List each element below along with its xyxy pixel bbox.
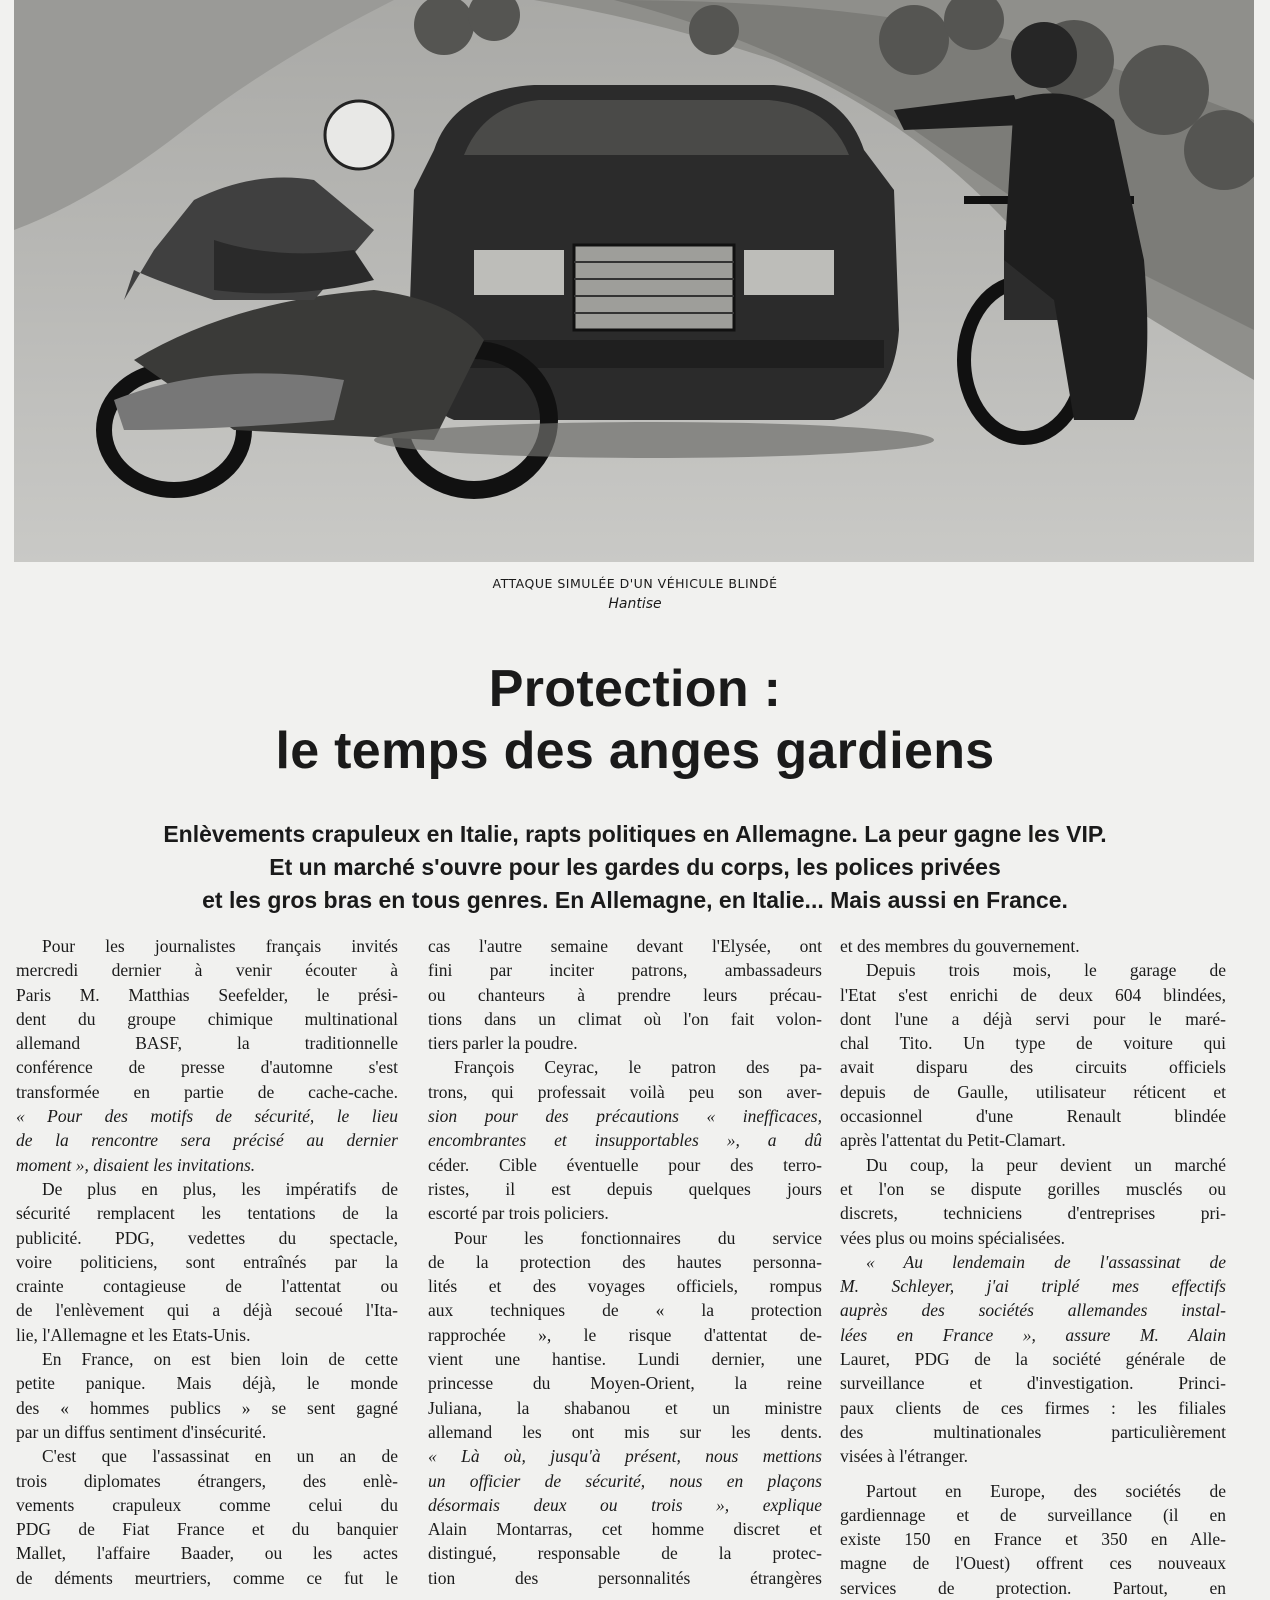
column-line: et des membres du gouvernement. [840,936,1080,956]
column-line: Paris M. Matthias Seefelder, le prési- [16,984,398,1005]
column-line: PDG de Fiat France et du banquier [16,1519,398,1540]
column-line: des « hommes publics » se sent gagné [16,1397,398,1418]
column-line: aux techniques de « la protection [428,1300,822,1321]
column-line: sion pour des précautions « inefficaces, [428,1106,822,1127]
column-line: de déments meurtriers, comme ce fut le [16,1567,398,1588]
column-line: l'Etat s'est enrichi de deux 604 blindées, [840,984,1226,1005]
standfirst-line-2: Et un marché s'ouvre pour les gardes du corps, les polices privées [269,854,1001,880]
column-line: existe 150 en France et 350 en Alle- [840,1529,1226,1550]
article-column-3 [840,934,1226,1600]
headline-line-1: Protection : [488,660,782,718]
column-line: dent du groupe chimique multinational [16,1008,398,1029]
column-line: magne de l'Ouest) offrent ces nouveaux [840,1553,1226,1574]
column-line: encombrantes et insupportables », a dû [428,1130,822,1151]
column-line: En France, on est bien loin de cette [42,1349,398,1370]
column-line: dont l'une a déjà servi pour le maré- [840,1008,1226,1029]
column-line: tion des personnalités étrangères [428,1567,822,1588]
column-line: vient une hantise. Lundi dernier, une [428,1349,822,1370]
column-line: désormais deux ou trois », explique [428,1494,822,1515]
column-line: sécurité remplacent les tentations de la [16,1203,398,1224]
column-line: de la rencontre sera précisé au dernier [16,1130,398,1151]
column-line: après l'attentat du Petit-Clamart. [840,1130,1066,1151]
column-line: lées en France », assure M. Alain [840,1324,1226,1345]
column-line: vements crapuleux comme celui du [16,1494,398,1515]
column-line: fini par inciter patrons, ambassadeurs [428,960,822,981]
column-line: de l'enlèvement qui a déjà secoué l'Ita- [16,1300,398,1321]
column-line: Du coup, la peur devient un marché [866,1154,1226,1175]
column-line: Depuis trois mois, le garage de [866,960,1226,981]
column-line: petite panique. Mais déjà, le monde [16,1373,398,1394]
column-line: Pour les fonctionnaires du service [454,1227,822,1248]
column-line: céder. Cible éventuelle pour des terro- [428,1154,822,1175]
column-line: un officier de sécurité, nous en plaçons [428,1470,822,1491]
column-line: occasionnel d'une Renault blindée [840,1106,1226,1127]
column-line: vées plus ou moins spécialisées. [840,1227,1066,1248]
column-line: M. Schleyer, j'ai triplé mes effectifs [840,1276,1226,1297]
column-line: ou chanteurs à prendre leurs précau- [428,984,822,1005]
column-line: allemand BASF, la traditionnelle [16,1033,398,1054]
column-line: « Au lendemain de l'assassinat de [866,1251,1226,1272]
photo-illustration [14,0,1254,562]
column-line: discrets, techniciens d'entreprises pri- [840,1203,1226,1224]
column-line: « Pour des motifs de sécurité, le lieu [16,1106,398,1127]
column-line: « Là où, jusqu'à présent, nous mettions [428,1446,822,1467]
column-line: rapprochée », le risque d'attentat de- [428,1324,822,1345]
column-line: conférence de presse d'automne s'est [16,1057,398,1078]
column-line: trons, qui professait voilà peu son aver- [428,1081,822,1102]
column-line: lie, l'Allemagne et les Etats-Unis. [16,1324,251,1345]
column-line: chal Tito. Un type de voiture qui [840,1033,1226,1054]
column-line: allemand les ont mis sur les dents. [428,1421,822,1442]
column-line: des multinationales particulièrement [840,1421,1226,1442]
photo-caption-subtitle: Hantise [608,596,662,612]
column-line: auprès des sociétés allemandes instal- [840,1300,1226,1321]
column-line: lités et des voyages officiels, rompus [428,1276,822,1297]
photo-caption: ATTAQUE SIMULÉE D'UN VÉHICULE BLINDÉ [492,576,778,591]
column-line: depuis de Gaulle, utilisateur réticent et [840,1081,1226,1102]
column-line: François Ceyrac, le patron des pa- [454,1057,822,1078]
column-line: Pour les journalistes français invités [42,936,398,956]
column-line: voire politiciens, sont entraînés par la [16,1251,398,1272]
column-line: Mallet, l'affaire Baader, ou les actes [16,1543,398,1564]
column-line: tiers parler la poudre. [428,1033,578,1054]
column-line: transformée en partie de cache-cache. [16,1081,398,1102]
article-column-1 [16,934,398,1600]
column-line: tions dans un climat où l'on fait volon- [428,1008,822,1029]
column-line: distingué, responsable de la protec- [428,1543,822,1564]
standfirst-line-3: et les gros bras en tous genres. En Allemagne, en Italie... Mais aussi en France. [202,887,1068,913]
column-line: escorté par trois policiers. [428,1203,609,1224]
article-column-2 [428,934,822,1600]
column-line: C'est que l'assassinat en un an de [42,1446,398,1467]
column-line: De plus en plus, les impératifs de [42,1178,398,1199]
column-line: ristes, il est depuis quelques jours [428,1178,822,1199]
column-line: Partout en Europe, des sociétés de [866,1480,1226,1501]
column-line: cas l'autre semaine devant l'Elysée, ont [428,936,822,956]
column-line: visées à l'étranger. [840,1446,969,1467]
column-line: Juliana, la shabanou et un ministre [428,1397,822,1418]
standfirst-line-1: Enlèvements crapuleux en Italie, rapts politiques en Allemagne. La peur gagne les VIP. [163,821,1107,847]
column-line: avait disparu des circuits officiels [840,1057,1226,1078]
column-line: princesse du Moyen-Orient, la reine [428,1373,822,1394]
headline-line-2: le temps des anges gardiens [275,722,995,780]
column-line: Alain Montarras, cet homme discret et [428,1519,822,1540]
column-line: trois diplomates étrangers, des enlè- [16,1470,398,1491]
column-line: par un diffus sentiment d'insécurité. [16,1421,267,1442]
column-line: paux clients de ces firmes : les filiales [840,1397,1226,1418]
column-line: crainte contagieuse de l'attentat ou [16,1276,398,1297]
article-photo [14,0,1254,562]
column-line: et l'on se dispute gorilles musclés ou [840,1178,1226,1199]
column-line: services de protection. Partout, en [840,1577,1226,1598]
column-line: surveillance et d'investigation. Princi- [840,1373,1226,1394]
column-line: gardiennage et de surveillance (il en [840,1504,1226,1525]
column-line: Lauret, PDG de la société générale de [840,1349,1226,1370]
column-line: mercredi dernier à venir écouter à [16,960,398,981]
column-line: moment », disaient les invitations. [16,1154,256,1175]
column-line: publicité. PDG, vedettes du spectacle, [16,1227,398,1248]
column-line: de la protection des hautes personna- [428,1251,822,1272]
